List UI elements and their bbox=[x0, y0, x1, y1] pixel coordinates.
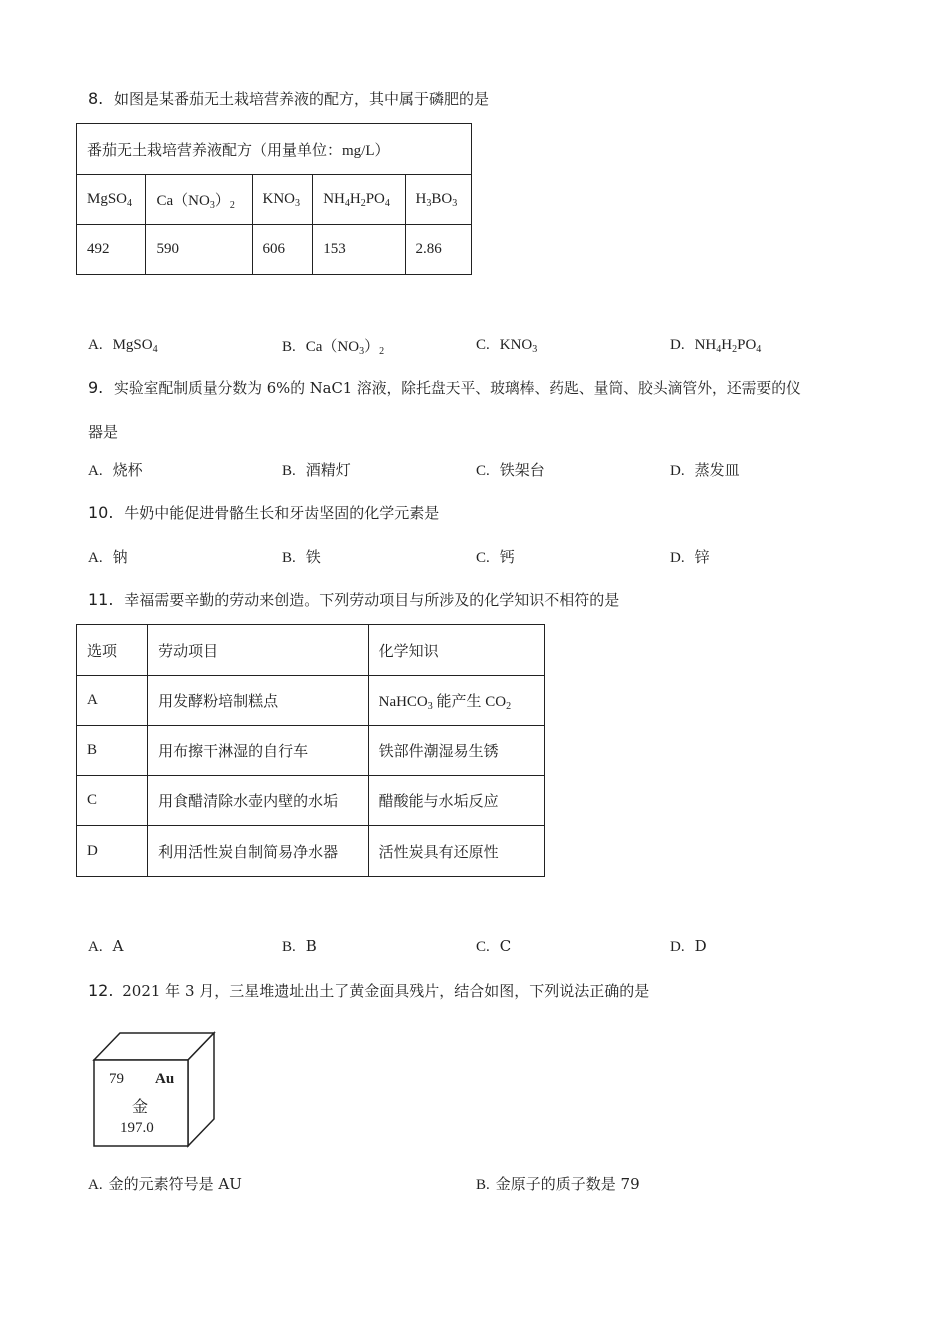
labor-item: 用食醋清除水壶内壁的水垢 bbox=[148, 776, 368, 826]
option-label: D. bbox=[670, 337, 685, 353]
option-text: 钠 bbox=[112, 548, 128, 566]
option-label: C. bbox=[476, 463, 490, 479]
question-text: 幸福需要辛勤的劳动来创造。下列劳动项目与所涉及的化学知识不相符的是 bbox=[124, 591, 620, 609]
question-number: 8. bbox=[88, 89, 104, 108]
option-b[interactable] bbox=[282, 937, 317, 956]
value-cell: 492 bbox=[77, 225, 146, 275]
option-text: A bbox=[112, 937, 124, 955]
question-10 bbox=[88, 502, 439, 523]
question-9 bbox=[88, 377, 801, 398]
option-label: B. bbox=[282, 339, 296, 355]
option-a[interactable] bbox=[88, 937, 123, 956]
option-text: B bbox=[305, 937, 317, 955]
option-label: D. bbox=[670, 550, 685, 566]
option-label: A. bbox=[88, 463, 103, 479]
question-9-continued: 器是 bbox=[88, 423, 119, 441]
option-label: D. bbox=[670, 463, 685, 479]
atomic-number: 79 bbox=[109, 1071, 124, 1087]
option-label: B. bbox=[476, 1177, 490, 1193]
header-cell: $H_3BO_3$ bbox=[405, 175, 471, 225]
value-cell: 606 bbox=[252, 225, 313, 275]
option-a[interactable] bbox=[88, 546, 128, 567]
option-text: C bbox=[499, 937, 512, 955]
question-11 bbox=[88, 589, 619, 610]
option-text: D bbox=[694, 937, 707, 955]
chem-knowledge: 铁部件潮湿易生锈 bbox=[368, 726, 544, 776]
option-label: A. bbox=[88, 1177, 103, 1193]
option-text: $NH_4H_2PO_4$ bbox=[694, 337, 762, 355]
header-cell: $KNO_3$ bbox=[252, 175, 313, 225]
option-c[interactable] bbox=[476, 937, 511, 956]
row-key: A bbox=[77, 676, 148, 726]
row-key: C bbox=[77, 776, 148, 826]
option-text: $KNO_3$ bbox=[499, 337, 538, 355]
cube-outline bbox=[92, 1030, 218, 1148]
option-d[interactable] bbox=[670, 335, 761, 354]
header-cell: 选项 bbox=[77, 625, 148, 676]
header-cell: 化学知识 bbox=[368, 625, 544, 676]
option-text: 铁架台 bbox=[499, 461, 545, 479]
option-label: C. bbox=[476, 939, 490, 955]
option-label: A. bbox=[88, 939, 103, 955]
option-label: B. bbox=[282, 939, 296, 955]
header-cell: 劳动项目 bbox=[148, 625, 368, 676]
question-8 bbox=[88, 88, 489, 109]
option-text: 铁 bbox=[305, 548, 321, 566]
atomic-mass: 197.0 bbox=[120, 1120, 154, 1136]
value-cell: 2.86 bbox=[405, 225, 471, 275]
question-12 bbox=[88, 980, 649, 1001]
chem-knowledge: 醋酸能与水垢反应 bbox=[368, 776, 544, 826]
element-name: 金 bbox=[132, 1097, 149, 1116]
option-a[interactable] bbox=[88, 1173, 242, 1194]
option-label: A. bbox=[88, 337, 103, 353]
gold-element-card bbox=[92, 1030, 218, 1148]
nutrient-formula-table bbox=[76, 123, 472, 275]
option-label: A. bbox=[88, 550, 103, 566]
header-cell: $Ca(NO_3)_2$ bbox=[146, 175, 252, 225]
option-c[interactable] bbox=[476, 335, 537, 354]
option-d[interactable] bbox=[670, 546, 710, 567]
question-number: 11. bbox=[88, 590, 114, 609]
row-key: B bbox=[77, 726, 148, 776]
question-text: 2021 年 3 月，三星堆遗址出土了黄金面具残片，结合如图，下列说法正确的是 bbox=[122, 982, 650, 1000]
option-text: 烧杯 bbox=[112, 461, 143, 479]
question-number: 10. bbox=[88, 503, 114, 522]
option-b[interactable] bbox=[476, 1173, 640, 1194]
option-c[interactable] bbox=[476, 546, 515, 567]
option-d[interactable] bbox=[670, 937, 707, 956]
option-text: 酒精灯 bbox=[305, 461, 351, 479]
option-a[interactable] bbox=[88, 335, 158, 354]
option-label: B. bbox=[282, 463, 296, 479]
option-label: D. bbox=[670, 939, 685, 955]
option-text: MgSO$_4$ bbox=[112, 337, 158, 355]
table-title: 番茄无土栽培营养液配方（用量单位：mg/L） bbox=[77, 124, 472, 175]
option-label: C. bbox=[476, 550, 490, 566]
chem-knowledge: NaHCO$_3$ 能产生 $CO_2$ bbox=[368, 676, 544, 726]
option-text: 锌 bbox=[694, 548, 710, 566]
question-number: 9. bbox=[88, 378, 104, 397]
option-label: B. bbox=[282, 550, 296, 566]
option-c[interactable] bbox=[476, 459, 545, 480]
labor-item: 用发酵粉培制糕点 bbox=[148, 676, 368, 726]
option-text: 金原子的质子数是 79 bbox=[495, 1175, 640, 1193]
header-cell: $NH_4H_2PO_4$ bbox=[313, 175, 405, 225]
value-cell: 153 bbox=[313, 225, 405, 275]
option-text: 蒸发皿 bbox=[694, 461, 740, 479]
option-text: 钙 bbox=[499, 548, 515, 566]
question-text: 牛奶中能促进骨骼生长和牙齿坚固的化学元素是 bbox=[124, 504, 440, 522]
question-text: 实验室配制质量分数为 6%的 NaC1 溶液，除托盘天平、玻璃棒、药匙、量筒、胶头滴管外，还需要的仪 bbox=[114, 380, 801, 397]
chem-knowledge: 活性炭具有还原性 bbox=[368, 826, 544, 877]
labor-item: 用布擦干淋湿的自行车 bbox=[148, 726, 368, 776]
labor-item: 利用活性炭自制简易净水器 bbox=[148, 826, 368, 877]
option-a[interactable] bbox=[88, 459, 143, 480]
row-key: D bbox=[77, 826, 148, 877]
question-text: 如图是某番茄无土栽培营养液的配方，其中属于磷肥的是 bbox=[114, 90, 490, 108]
question-number: 12. bbox=[88, 981, 114, 1000]
option-d[interactable] bbox=[670, 459, 740, 480]
option-label: C. bbox=[476, 337, 490, 353]
value-cell: 590 bbox=[146, 225, 252, 275]
option-text: 金的元素符号是 AU bbox=[108, 1175, 242, 1193]
element-symbol: Au bbox=[155, 1071, 175, 1087]
option-text: $Ca(NO_3)_2$ bbox=[305, 339, 385, 357]
option-b[interactable] bbox=[282, 335, 384, 356]
header-cell: MgSO$_4$ bbox=[77, 175, 146, 225]
option-b[interactable] bbox=[282, 546, 321, 567]
option-b[interactable] bbox=[282, 459, 351, 480]
labor-knowledge-table bbox=[76, 624, 545, 877]
